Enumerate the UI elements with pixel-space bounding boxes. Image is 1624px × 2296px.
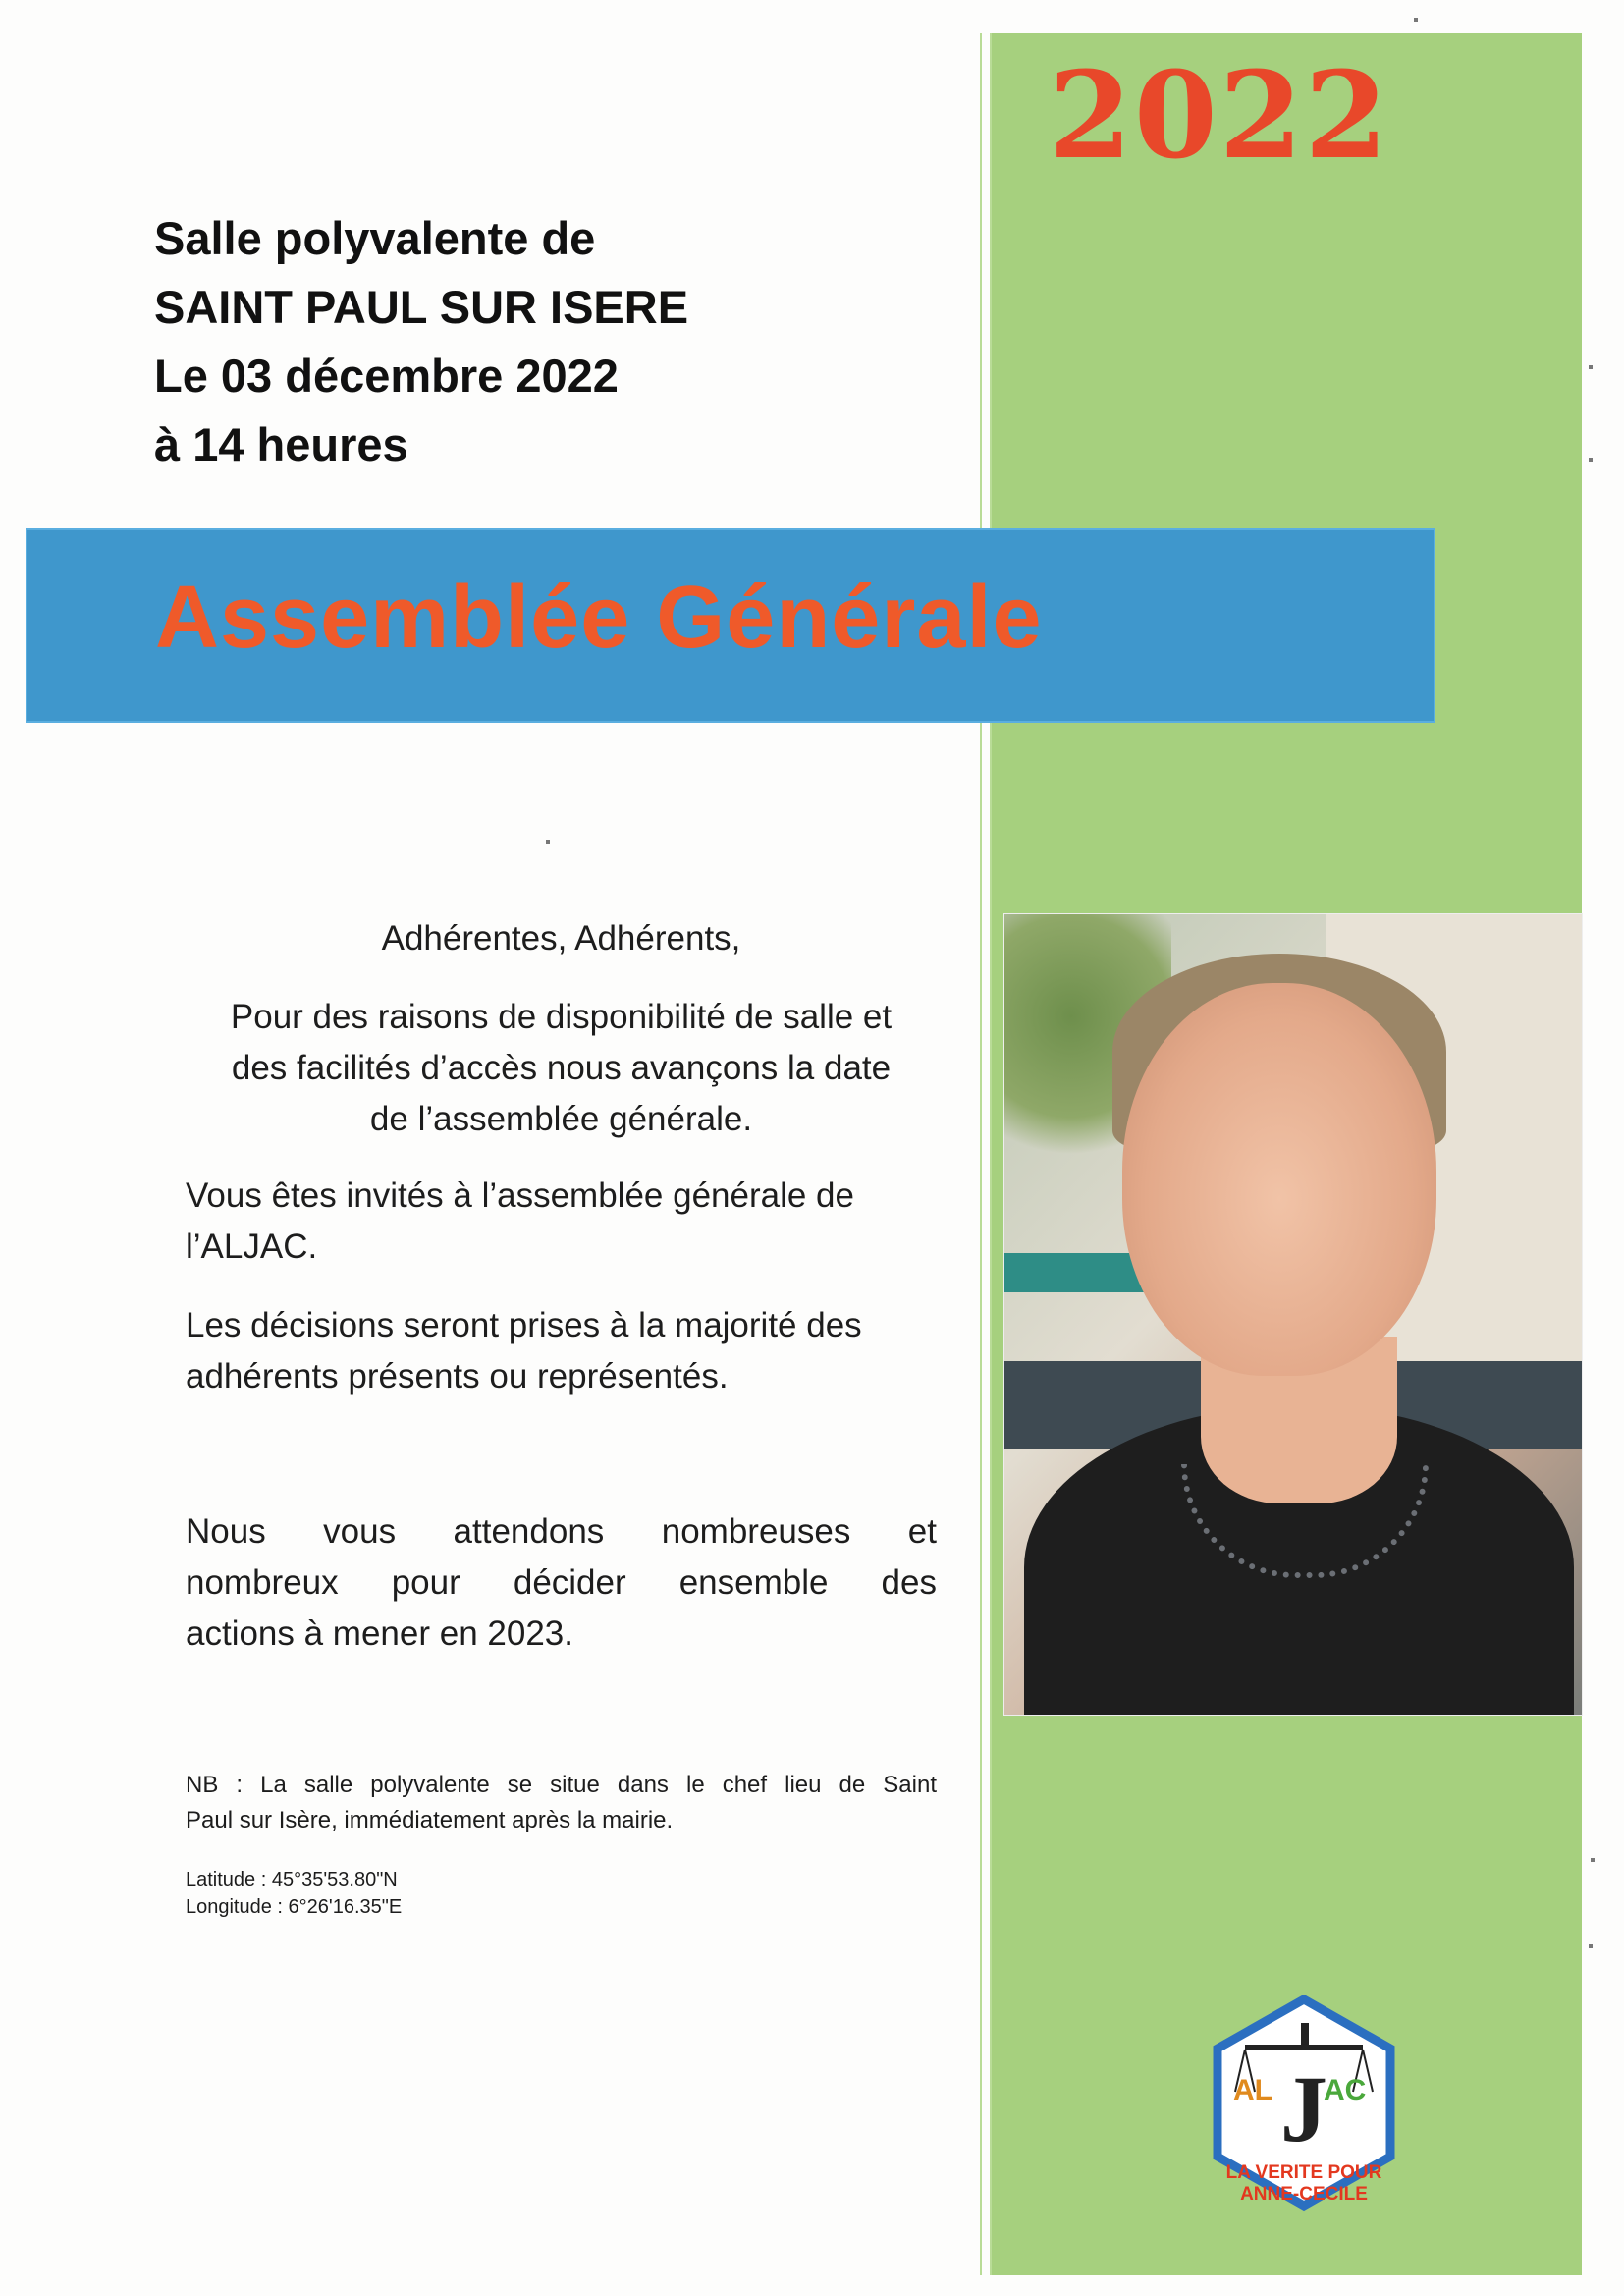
longitude: Longitude : 6°26'16.35"E [186,1896,403,1918]
event-header [154,204,841,479]
logo-tagline-2: ANNE-CECILE [1240,2184,1368,2205]
aljac-logo [1206,1994,1402,2229]
logo-letters-right: AC [1324,2074,1367,2106]
scan-speck [1591,1858,1595,1862]
scan-speck [546,840,550,844]
paragraph-4-line: Nous vous attendons nombreuses et [186,1512,937,1551]
paragraph-4-line: actions à mener en 2023. [186,1614,573,1653]
header-date: Le 03 décembre 2022 [154,350,619,402]
banner-title: Assemblée Générale [155,569,1043,667]
latitude: Latitude : 45°35'53.80"N [186,1869,398,1890]
nb-line: NB : La salle polyvalente se situe dans le chef lieu de Saint [186,1772,937,1798]
paragraph-2-line: Vous êtes invités à l’assemblée générale de [186,1176,854,1215]
header-time: à 14 heures [154,418,408,470]
header-venue: Salle polyvalente de [154,212,596,264]
nb-note [186,1768,937,1838]
scan-speck [1589,458,1593,462]
paragraph-1 [186,992,937,1145]
gps-coordinates [186,1866,677,1921]
greeting: Adhérentes, Adhérents, [381,919,741,957]
nb-line: Paul sur Isère, immédiatement après la mairie. [186,1807,674,1833]
portrait-photo [1003,913,1583,1716]
scan-speck [1589,365,1593,369]
photo-face [1122,983,1436,1376]
paragraph-3 [186,1300,937,1402]
paragraph-2-line: l’ALJAC. [186,1228,318,1266]
paragraph-4 [186,1506,937,1660]
logo-letter-j: J [1280,2056,1327,2161]
paragraph-1-line: Pour des raisons de disponibilité de salle et [230,998,893,1036]
logo-letters-left: AL [1233,2074,1272,2106]
paragraph-2 [186,1171,937,1273]
paragraph-3-line: adhérents présents ou représentés. [186,1357,729,1395]
scan-speck [1414,18,1418,22]
paragraph-1-line: des facilités d’accès nous avançons la date [231,1049,892,1087]
scan-speck [1589,1944,1593,1948]
year-title: 2022 [1049,44,1390,186]
paragraph-4-line: nombreux pour décider ensemble des [186,1563,937,1602]
logo-scale-top [1301,2023,1309,2047]
logo-tagline-1: LA VERITE POUR [1225,2162,1382,2183]
paragraph-3-line: Les décisions seront prises à la majorité des [186,1306,862,1344]
header-town: SAINT PAUL SUR ISERE [154,281,689,333]
paragraph-1-line: de l’assemblée générale. [369,1100,753,1138]
